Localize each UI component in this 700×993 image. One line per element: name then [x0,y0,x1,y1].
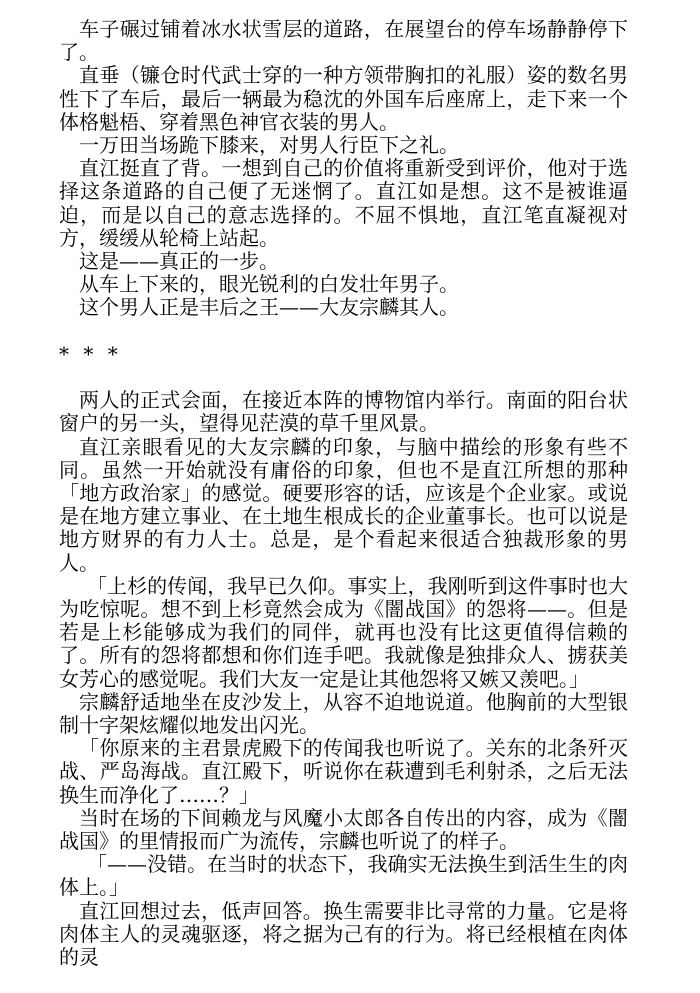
blank-line [59,366,628,389]
paragraph: 直江回想过去，低声回答。换生需要非比寻常的力量。它是将肉体主人的灵魂驱逐，将之据为己有的行为。将已经根植在肉体的灵 [59,898,628,970]
paragraph: 一万田当场跪下膝来，对男人行臣下之礼。 [79,133,459,158]
paragraph: 直垂（镰仓时代武士穿的一种方领带胸扣的礼服）姿的数名男性下了车后，最后一辆最为稳沈的外国车后座席上，走下来一个体格魁梧、穿着黑色神官衣装的男人。 [59,63,628,134]
section-separator: * * * [59,341,122,366]
paragraph: 当时在场的下间赖龙与风魔小太郎各自传出的内容，成为《闇战国》的里情报而广为流传，宗麟也听说了的样子。 [59,805,628,854]
paragraph: 直江挺直了背。一想到自己的价值将重新受到评价，他对于选择这条道路的自己便了无迷惘了。直江如是想。这不是被谁逼迫，而是以自己的意志选择的。不屈不惧地，直江笔直凝视对方，缓缓从轮椅上站起。 [59,156,628,250]
paragraph: 从车上下来的，眼光锐利的白发壮年男子。 [79,272,459,297]
paragraph: 直江亲眼看见的大友宗麟的印象，与脑中描绘的形象有些不同。虽然一开始就没有庸俗的印象，但也不是直江所想的那种「地方政治家」的感觉。硬要形容的话，应该是个企业家。或说是在地方建立事业、在土地生根成长的企业董事长。也可以说是地方财界的有力人士。总是，是个看起来很适合独裁形象的男人。 [59,434,628,575]
paragraph: 「——没错。在当时的状态下，我确实无法换生到活生生的肉体上。」 [59,852,628,900]
paragraph: 「上杉的传闻，我早已久仰。事实上，我刚听到这件事时也大为吃惊呢。想不到上杉竟然会成为《闇战国》的怨将——。但是若是上杉能够成为我们的同伴，就再也没有比这更值得信赖的了。所有的怨将都想和你们连手吧。我就像是独排众人、掳获美女芳心的感觉呢。我们大友一定是让其他怨将又嫉又羡吧。」 [59,573,628,691]
paragraph: 车子碾过铺着冰水状雪层的道路，在展望台的停车场静静停下了。 [59,17,628,65]
paragraph: 这个男人正是丰后之王——大友宗麟其人。 [79,295,459,320]
paragraph: 「你原来的主君景虎殿下的传闻我也听说了。关东的北条歼灭战、严岛海战。直江殿下，听说你在萩遭到毛利射杀，之后无法换生而净化了……？」 [59,736,628,807]
paragraph: 两人的正式会面，在接近本阵的博物馆内举行。南面的阳台状窗户的另一头，望得见茫漠的草千里风景。 [59,388,628,436]
blank-line [59,320,628,343]
paragraph: 这是——真正的一步。 [79,249,279,274]
paragraph: 宗麟舒适地坐在皮沙发上，从容不迫地说道。他胸前的大型银制十字架炫耀似地发出闪光。 [59,689,628,738]
